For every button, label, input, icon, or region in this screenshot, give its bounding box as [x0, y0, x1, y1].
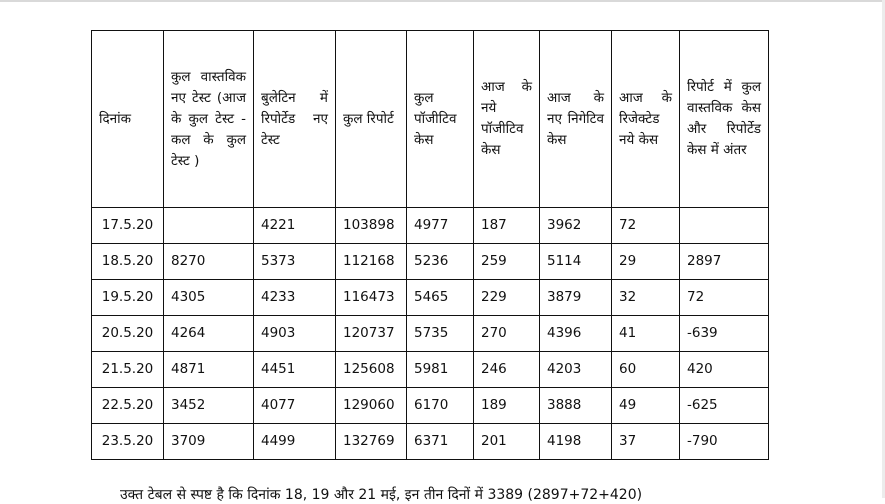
cell-actual-new-tests: 3452 — [164, 388, 254, 424]
cell-bulletin-new-tests: 4451 — [254, 352, 336, 388]
header-new-positive: आज के नये पॉजीटिव केस — [474, 31, 540, 208]
cell-total-positive: 5735 — [407, 316, 474, 352]
cell-new-negative: 3879 — [540, 280, 612, 316]
cell-difference: -639 — [680, 316, 769, 352]
cell-new-rejected: 41 — [612, 316, 680, 352]
cell-new-positive: 201 — [474, 424, 540, 460]
cell-bulletin-new-tests: 4221 — [254, 208, 336, 244]
cell-date: 19.5.20 — [92, 280, 164, 316]
table-row — [92, 244, 769, 280]
cell-difference: 2897 — [680, 244, 769, 280]
cell-new-negative: 5114 — [540, 244, 612, 280]
cell-new-negative: 4198 — [540, 424, 612, 460]
cell-date: 17.5.20 — [92, 208, 164, 244]
cell-total-reports: 120737 — [336, 316, 407, 352]
cell-bulletin-new-tests: 4499 — [254, 424, 336, 460]
cell-total-reports: 103898 — [336, 208, 407, 244]
table-row — [92, 280, 769, 316]
cell-new-rejected: 37 — [612, 424, 680, 460]
cell-total-reports: 125608 — [336, 352, 407, 388]
header-actual-new-tests: कुल वास्तविक नए टेस्ट (आज के कुल टेस्ट - कल के कुल टेस्ट ) — [164, 31, 254, 208]
cell-new-negative: 3888 — [540, 388, 612, 424]
cell-total-reports: 116473 — [336, 280, 407, 316]
cell-actual-new-tests: 3709 — [164, 424, 254, 460]
cell-total-positive: 6170 — [407, 388, 474, 424]
covid-test-table — [91, 30, 769, 460]
cell-new-rejected: 32 — [612, 280, 680, 316]
cell-total-positive: 5981 — [407, 352, 474, 388]
cell-date: 21.5.20 — [92, 352, 164, 388]
table-header-row — [92, 31, 769, 208]
cell-actual-new-tests: 8270 — [164, 244, 254, 280]
cell-actual-new-tests: 4264 — [164, 316, 254, 352]
cell-difference: 72 — [680, 280, 769, 316]
cell-date: 20.5.20 — [92, 316, 164, 352]
cell-date: 18.5.20 — [92, 244, 164, 280]
cell-actual-new-tests: 4871 — [164, 352, 254, 388]
cell-bulletin-new-tests: 4233 — [254, 280, 336, 316]
cell-difference: -790 — [680, 424, 769, 460]
cell-difference: 420 — [680, 352, 769, 388]
cell-new-rejected: 49 — [612, 388, 680, 424]
header-date: दिनांक — [92, 31, 164, 208]
footer-paragraph: उक्त टेबल से स्पष्ट है कि दिनांक 18, 19 और 21 मई, इन तीन दिनों में 3389 (2897+72+420) — [120, 487, 643, 503]
table-row — [92, 316, 769, 352]
cell-bulletin-new-tests: 4903 — [254, 316, 336, 352]
cell-date: 22.5.20 — [92, 388, 164, 424]
cell-new-rejected: 29 — [612, 244, 680, 280]
table-row — [92, 424, 769, 460]
table-row — [92, 388, 769, 424]
header-bulletin-new-tests: बुलेटिन में रिपोर्टेड नए टेस्ट — [254, 31, 336, 208]
cell-new-positive: 270 — [474, 316, 540, 352]
cell-difference — [680, 208, 769, 244]
cell-new-positive: 229 — [474, 280, 540, 316]
header-new-rejected: आज के रिजेक्टेड नये केस — [612, 31, 680, 208]
header-new-negative: आज के नए निगेटिव केस — [540, 31, 612, 208]
cell-total-reports: 132769 — [336, 424, 407, 460]
cell-bulletin-new-tests: 4077 — [254, 388, 336, 424]
table-row — [92, 208, 769, 244]
cell-new-negative: 3962 — [540, 208, 612, 244]
cell-new-positive: 189 — [474, 388, 540, 424]
cell-total-reports: 112168 — [336, 244, 407, 280]
cell-total-reports: 129060 — [336, 388, 407, 424]
cell-total-positive: 6371 — [407, 424, 474, 460]
cell-difference: -625 — [680, 388, 769, 424]
header-total-reports: कुल रिपोर्ट — [336, 31, 407, 208]
header-total-positive: कुल पॉजीटिव केस — [407, 31, 474, 208]
cell-date: 23.5.20 — [92, 424, 164, 460]
top-divider — [0, 0, 885, 2]
cell-actual-new-tests: 4305 — [164, 280, 254, 316]
cell-total-positive: 4977 — [407, 208, 474, 244]
table-row — [92, 352, 769, 388]
cell-new-negative: 4396 — [540, 316, 612, 352]
cell-new-positive: 246 — [474, 352, 540, 388]
cell-new-rejected: 72 — [612, 208, 680, 244]
cell-actual-new-tests — [164, 208, 254, 244]
cell-new-negative: 4203 — [540, 352, 612, 388]
cell-bulletin-new-tests: 5373 — [254, 244, 336, 280]
cell-new-positive: 187 — [474, 208, 540, 244]
cell-total-positive: 5465 — [407, 280, 474, 316]
header-difference: रिपोर्ट में कुल वास्तविक केस और रिपोर्टेड केस में अंतर — [680, 31, 769, 208]
cell-new-rejected: 60 — [612, 352, 680, 388]
cell-total-positive: 5236 — [407, 244, 474, 280]
cell-new-positive: 259 — [474, 244, 540, 280]
